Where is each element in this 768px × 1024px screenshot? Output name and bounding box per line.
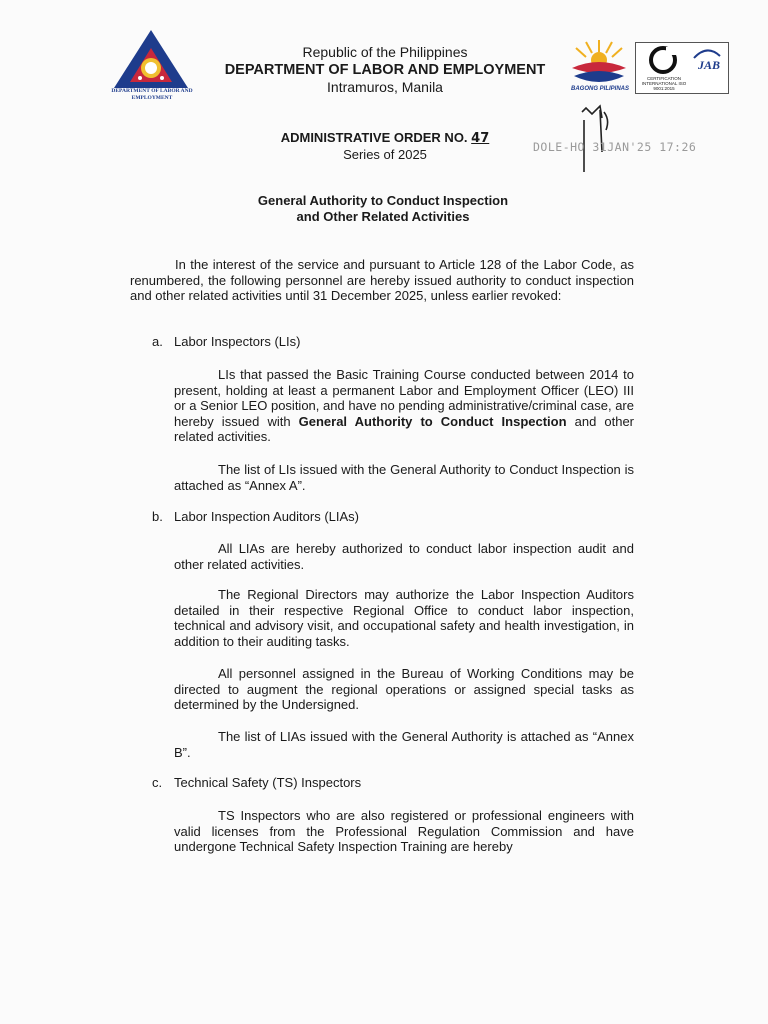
section-b-paragraph-4: The list of LIAs issued with the General Authority is attached as “Annex B”. bbox=[174, 729, 634, 760]
intro-paragraph: In the interest of the service and pursuant to Article 128 of the Labor Code, as renumbered, the following personnel are hereby issued authority to conduct inspection and other related activities until 31 December 2025, unless earlier revoked: bbox=[130, 257, 634, 303]
office-location: Intramuros, Manila bbox=[327, 79, 443, 95]
order-number: 47 bbox=[471, 131, 490, 146]
jab-logo-icon bbox=[690, 46, 724, 72]
letterhead bbox=[180, 44, 590, 96]
section-a-paragraph-2: The list of LIs issued with the General Authority to Conduct Inspection is attached as “Annex A”. bbox=[174, 462, 634, 493]
section-b-marker: b. bbox=[152, 509, 163, 524]
section-a-p1-emphasis: General Authority to Conduct Inspection bbox=[298, 413, 567, 429]
certification-caption: CERTIFICATION INTERNATIONAL ISO 9001:2015 bbox=[641, 76, 687, 91]
order-heading bbox=[240, 130, 530, 163]
subject-heading bbox=[200, 193, 566, 224]
order-series: Series of 2025 bbox=[343, 147, 427, 162]
received-stamp: DOLE-HO 31JAN'25 17:26 bbox=[533, 140, 697, 154]
subject-line-2: and Other Related Activities bbox=[296, 208, 470, 224]
department-name: DEPARTMENT OF LABOR AND EMPLOYMENT bbox=[224, 62, 546, 78]
section-c-heading bbox=[152, 775, 361, 791]
bagong-pilipinas-caption: BAGONG PILIPINAS bbox=[570, 86, 629, 92]
section-b-title: Labor Inspection Auditors (LIAs) bbox=[174, 509, 359, 524]
section-b-paragraph-1: All LIAs are hereby authorized to conduct labor inspection audit and other related activities. bbox=[174, 541, 634, 572]
section-b-heading bbox=[152, 509, 359, 525]
certification-logo-icon bbox=[648, 45, 678, 75]
section-c-paragraph-1: TS Inspectors who are also registered or professional engineers with valid licenses from the Professional Regulation Commission and have undergone Technical Safety Inspection Training are hereby bbox=[174, 808, 634, 854]
section-b-paragraph-3: All personnel assigned in the Bureau of Working Conditions may be directed to augment the regional operations or assigned special tasks as determined by the Undersigned. bbox=[174, 666, 634, 712]
subject-line-1: General Authority to Conduct Inspection bbox=[257, 193, 509, 208]
section-a-marker: a. bbox=[152, 334, 163, 349]
section-a-heading bbox=[152, 334, 300, 350]
order-title: ADMINISTRATIVE ORDER NO. bbox=[280, 130, 468, 145]
section-c-marker: c. bbox=[152, 775, 163, 790]
jab-text: JAB bbox=[698, 58, 721, 72]
dole-logo-caption: DEPARTMENT OF LABOR AND EMPLOYMENT bbox=[111, 88, 193, 101]
section-a-paragraph-1 bbox=[174, 367, 634, 445]
section-a-title: Labor Inspectors (LIs) bbox=[174, 334, 301, 349]
country-name: Republic of the Philippines bbox=[302, 44, 468, 60]
section-b-paragraph-2: The Regional Directors may authorize the Labor Inspection Auditors detailed in their respective Regional Office to conduct labor inspection, technical and advisory visit, and occupational safety and health investigation, in addition to their auditing tasks. bbox=[174, 587, 634, 649]
section-c-title: Technical Safety (TS) Inspectors bbox=[174, 775, 362, 790]
section-a-p1-text: LIs that passed the Basic Training Course conducted between 2014 to present, holding at least a permanent Labor and Employment Officer (LEO) III or a Senior LEO position, and have no pending administrative/criminal case, are hereby issued with bbox=[174, 367, 634, 429]
section-a-p1-end: and other related activities. bbox=[174, 413, 635, 444]
